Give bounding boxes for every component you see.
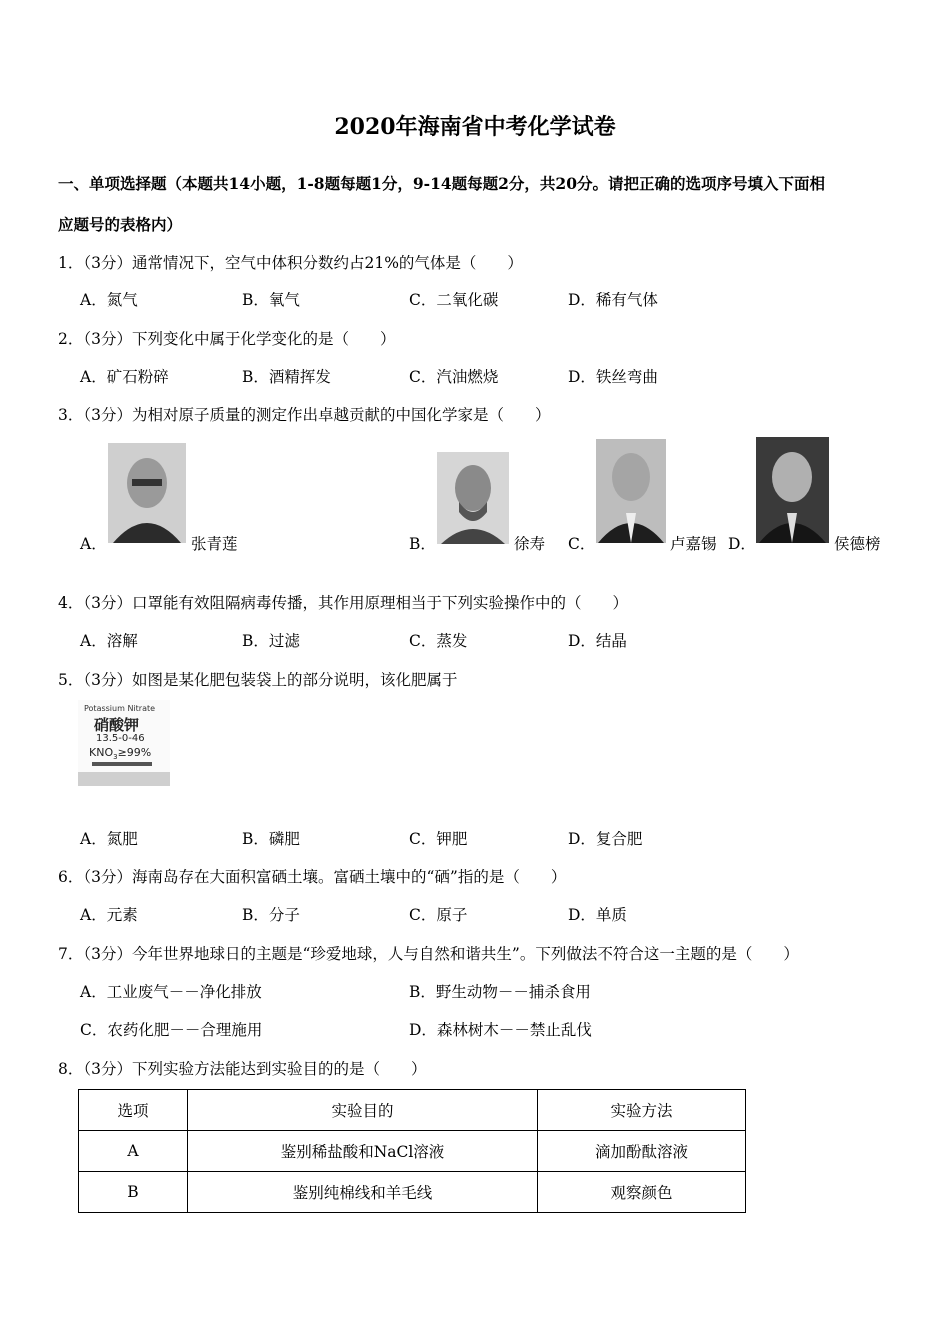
question-4-stem: 4．（3分）口罩能有效阻隔病毒传播，其作用原理相当于下列实验操作中的（ ） xyxy=(58,594,628,612)
table-header-row xyxy=(79,1090,746,1131)
question-6-option-d: D．单质 xyxy=(568,906,627,924)
question-4-option-d: D．结晶 xyxy=(568,632,627,650)
question-3-option-c-letter: C． xyxy=(568,535,596,553)
table-cell: B xyxy=(79,1172,188,1213)
question-3-option-d-name: 侯德榜 xyxy=(834,535,881,553)
portrait-photo-d xyxy=(756,437,829,543)
question-4-option-b: B．过滤 xyxy=(242,632,300,650)
question-1-option-a: A．氮气 xyxy=(80,291,138,309)
question-7-option-c: C．农药化肥－－合理施用 xyxy=(80,1021,263,1039)
portrait-photo-a xyxy=(108,443,186,543)
question-1-stem: 1．（3分）通常情况下，空气中体积分数约占21%的气体是（ ） xyxy=(58,254,523,272)
table-header-cell: 实验方法 xyxy=(538,1090,746,1131)
label-npk-ratio: 13.5-0-46 xyxy=(96,733,145,744)
question-4-option-c: C．蒸发 xyxy=(409,632,468,650)
question-6-option-a: A．元素 xyxy=(80,906,138,924)
label-formula: $KNO_3\ge 99\%$ xyxy=(89,746,152,762)
question-2-option-b: B．酒精挥发 xyxy=(242,368,331,386)
section-heading-line2: 应题号的表格内） xyxy=(58,215,183,234)
label-bottom-band xyxy=(78,772,170,786)
question-7-option-a: A．工业废气－－净化排放 xyxy=(80,983,262,1001)
label-chinese-name: 硝酸钾 xyxy=(94,716,140,734)
experiment-table xyxy=(78,1089,746,1213)
question-6-stem: 6．（3分）海南岛存在大面积富硒土壤。富硒土壤中的“硒”指的是（ ） xyxy=(58,868,567,886)
question-5-option-b: B．磷肥 xyxy=(242,830,300,848)
question-1-option-c: C．二氧化碳 xyxy=(409,291,499,309)
question-3-stem: 3．（3分）为相对原子质量的测定作出卓越贡献的中国化学家是（ ） xyxy=(58,406,551,424)
question-3-option-d-letter: D． xyxy=(728,535,756,553)
table-row xyxy=(79,1131,746,1172)
question-7-option-b: B．野生动物－－捕杀食用 xyxy=(409,983,591,1001)
table-cell: 滴加酚酞溶液 xyxy=(538,1131,746,1172)
question-2-option-c: C．汽油燃烧 xyxy=(409,368,499,386)
question-7-stem: 7．（3分）今年世界地球日的主题是“珍爱地球，人与自然和谐共生”。下列做法不符合这一主题的是（ ） xyxy=(58,945,799,963)
question-3-option-b-name: 徐寿 xyxy=(514,535,546,553)
question-3-option-a-letter: A． xyxy=(80,535,107,553)
question-2-stem: 2．（3分）下列变化中属于化学变化的是（ ） xyxy=(58,330,396,348)
question-1-option-b: B．氧气 xyxy=(242,291,300,309)
question-7-option-d: D．森林树木－－禁止乱伐 xyxy=(409,1021,592,1039)
table-cell: 鉴别稀盐酸和NaCl溶液 xyxy=(188,1131,538,1172)
fertilizer-label-image xyxy=(78,700,170,786)
table-cell: A xyxy=(79,1131,188,1172)
question-3-option-a-name: 张青莲 xyxy=(191,535,238,553)
question-5-option-d: D．复合肥 xyxy=(568,830,643,848)
page-title: 2020年海南省中考化学试卷 xyxy=(334,114,616,140)
question-4-option-a: A．溶解 xyxy=(80,632,138,650)
question-5-option-c: C．钾肥 xyxy=(409,830,468,848)
table-header-cell: 实验目的 xyxy=(188,1090,538,1131)
question-5-stem: 5．（3分）如图是某化肥包装袋上的部分说明，该化肥属于 xyxy=(58,671,458,689)
table-header-cell: 选项 xyxy=(79,1090,188,1131)
table-cell: 鉴别纯棉线和羊毛线 xyxy=(188,1172,538,1213)
question-2-option-d: D．铁丝弯曲 xyxy=(568,368,658,386)
table-row xyxy=(79,1172,746,1213)
label-english-name: Potassium Nitrate xyxy=(84,704,156,713)
portrait-photo-b xyxy=(437,452,509,544)
question-6-option-c: C．原子 xyxy=(409,906,468,924)
question-6-option-b: B．分子 xyxy=(242,906,300,924)
question-1-option-d: D．稀有气体 xyxy=(568,291,658,309)
label-bar xyxy=(92,762,152,766)
question-5-option-a: A．氮肥 xyxy=(80,830,138,848)
question-8-stem: 8．（3分）下列实验方法能达到实验目的的是（ ） xyxy=(58,1060,427,1078)
question-2-option-a: A．矿石粉碎 xyxy=(80,368,169,386)
table-cell: 观察颜色 xyxy=(538,1172,746,1213)
portrait-photo-c xyxy=(596,439,666,543)
question-3-option-c-name: 卢嘉锡 xyxy=(670,535,717,553)
question-3-option-b-letter: B． xyxy=(409,535,436,553)
section-heading-line1: 一、单项选择题（本题共14小题，1-8题每题1分，9-14题每题2分，共20分。请把正确的选项序号填入下面相 xyxy=(58,174,826,193)
